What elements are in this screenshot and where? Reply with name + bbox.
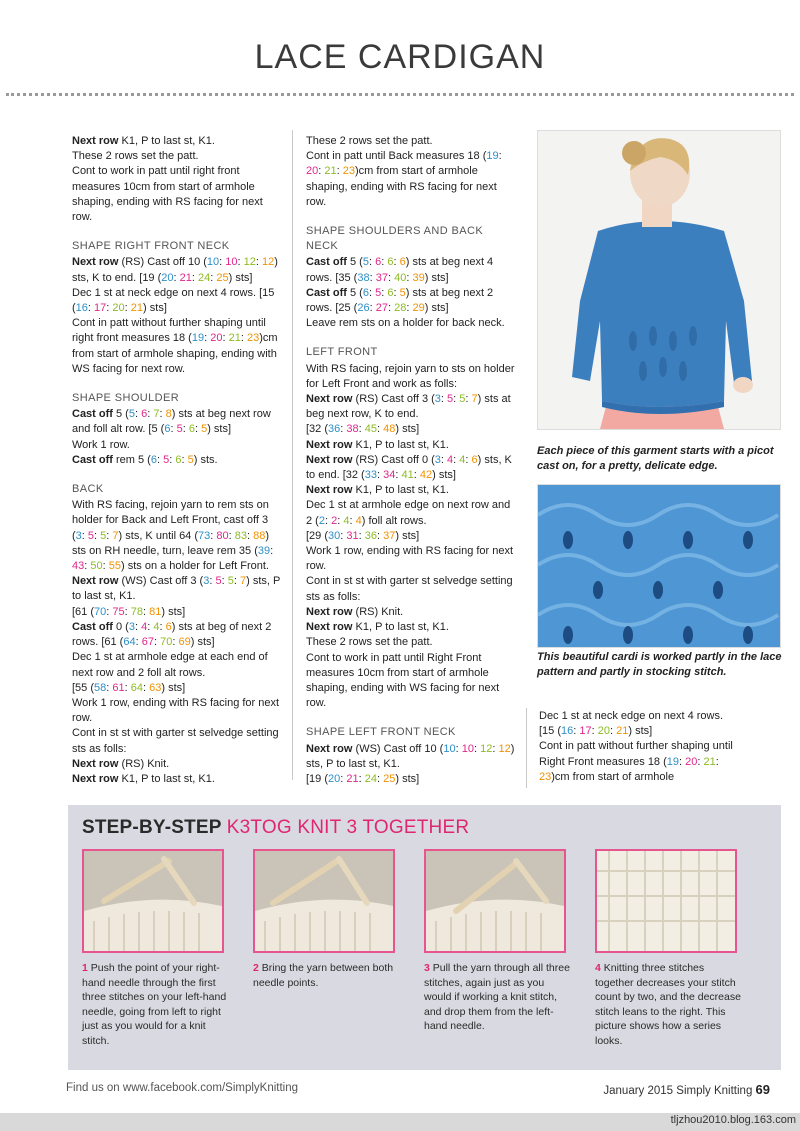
paragraph-intro [72,134,282,225]
row-label: Next row [72,135,119,147]
pattern-column-2 [306,134,516,801]
step-4-text: 4 Knitting three stitches together decreases your stitch count by two, and the decrease stitch leans to the right. This picture shows how a series looks. [595,962,741,1047]
section-heading-shape-shoulders-back-neck: SHAPE SHOULDERS AND BACK NECK [306,225,484,253]
page-number: 69 [755,1082,770,1097]
paragraph-left-front-neck-cont: Dec 1 st at neck edge on next 4 rows. [15 (16: 17: 20: 21) sts] Cont in patt without further shaping until Right Front measures 18 (19: 20: 21: 23)cm from start of armhole [539,710,733,783]
step-by-step-heading [82,817,469,839]
cardigan-model-photo [537,130,781,430]
section-heading-left-front: LEFT FRONT [306,346,378,359]
watermark: tljzhou2010.blog.163.com [670,1114,796,1126]
step-2-photo [253,849,395,953]
step-4-photo [595,849,737,953]
section-heading-shape-left-front-neck: SHAPE LEFT FRONT NECK [306,726,456,739]
section-heading-back: BACK [72,483,104,496]
column-divider [292,130,293,780]
title-divider [6,93,794,96]
step-3-text: 3 Pull the yarn through all three stitches, again just as you would if working a knit stitch, and drop them from the left-hand needle. [424,962,570,1033]
caption-lace-photo: This beautiful cardi is worked partly in the lace pattern and partly in stocking stitch. [537,651,782,678]
paragraph-back-cont: These 2 rows set the patt. Cont in patt until Back measures 18 (19: 20: 21: 23)cm from start of armhole shaping, ending with RS facing for next row. [306,135,502,208]
row-text: These 2 rows set the patt. [72,150,199,163]
step-by-step-subtitle: K3TOG KNIT 3 TOGETHER [226,817,470,838]
column-divider [526,708,527,788]
step-by-step-title: STEP-BY-STEP [82,817,222,838]
needles-illustration [84,851,222,951]
section-heading-shape-right-front-neck: SHAPE RIGHT FRONT NECK [72,240,230,253]
caption-model-photo: Each piece of this garment starts with a picot cast on, for a pretty, delicate edge. [537,445,774,472]
needles-illustration [255,851,393,951]
pattern-column-1 [72,134,282,801]
paragraph-shape-shoulder: Cast off 5 (5: 6: 7: 8) sts at beg next row and foll alt row. [5 (6: 5: 6: 5) sts] Work 1 row. Cast off rem 5 (6: 5: 6: 5) sts. [72,408,271,466]
page-title: LACE CARDIGAN [254,38,546,76]
section-heading-shape-shoulder: SHAPE SHOULDER [72,392,180,405]
paragraph-back: With RS facing, rejoin yarn to rem sts on holder for Back and Left Front, cast off 3 (3: 5: 5: 7) sts, K until 64 (73: 80: 83: 88) sts on RH needle, turn, leave rem 35 (39: 43: 50: 55) sts on a holder for Left Front. Next row (WS) Cast off 3 (3: 5: 5: 7) sts, P to last st, K1. [61 (70: 75: 78: 81) sts] Cast off 0 (3: 4: 4: 6) sts at beg of next 2 rows. [61 (64: 67: 70: 69) sts] Dec 1 st at armhole edge at each end of next row and 2 foll alt rows. [55 (58: 61: 64: 63) sts] Work 1 row, ending with RS facing for next row. Cont in st st with garter st selvedge setting sts as folls: Next row (RS) Knit. Next row K1, P to last st, K1. [72,499,281,785]
step-2-text: 2 Bring the yarn between both needle points. [253,962,394,989]
row-text: K1, P to last st, K1. [118,135,215,147]
footer-issue-text: January 2015 Simply Knitting [603,1085,756,1097]
footer-issue [603,1082,770,1097]
row-text: Cont to work in patt until right front measures 10cm from start of armhole shaping, ending with RS facing for next row. [72,165,263,224]
paragraph-left-front: With RS facing, rejoin yarn to sts on holder for Left Front and work as folls: Next row (RS) Cast off 3 (3: 5: 5: 7) sts at beg next row, K to end. [32 (36: 38: 45: 48) sts] Next row K1, P to last st, K1. Next row (RS) Cast off 0 (3: 4: 4: 6) sts, K to end. [32 (33: 34: 41: 42) sts] Next row K1, P to last st, K1. Dec 1 st at armhole edge on next row and 2 (2: 2: 4: 4) foll alt rows. [29 (30: 31: 36: 37) sts] Work 1 row, ending with RS facing for next row. Cont in st st with garter st selvedge setting sts as folls: Next row (RS) Knit. Next row K1, P to last st, K1. These 2 rows set the patt. Cont to work in patt until Right Front measures 10cm from start of armhole shaping, ending with WS facing for next row. [306,362,515,710]
step-3-photo [424,849,566,953]
footer-facebook-link[interactable]: Find us on www.facebook.com/SimplyKnitting [66,1082,299,1094]
paragraph-shape-left-front-neck: Next row (WS) Cast off 10 (10: 10: 12: 12) sts, P to last st, K1. [19 (20: 21: 24: 25) sts] [306,742,515,785]
lace-closeup-photo [537,484,781,648]
model-illustration [538,131,780,429]
paragraph-shape-right-front-neck: Next row (RS) Cast off 10 (10: 10: 12: 12) sts, K to end. [19 (20: 21: 24: 25) sts] Dec 1 st at neck edge on next 4 rows. [15 (16: 17: 20: 21) sts] Cont in patt without further shaping until right front measures 18 (19: 20: 21: 23)cm from start of armhole shaping, ending with WS facing for next row. [72,256,278,375]
row-label: Next row [72,256,119,269]
needles-illustration [426,851,564,951]
step-1-photo [82,849,224,953]
lace-texture [538,485,780,647]
pattern-column-3 [539,709,749,799]
paragraph-shape-shoulders-back-neck: Cast off 5 (5: 6: 6: 6) sts at beg next 4 rows. [35 (38: 37: 40: 39) sts] Cast off 5 (6: 5: 6: 5) sts at beg next 2 rows. [25 (26: 27: 28: 29) sts] Leave rem sts on a holder for back neck. [306,256,505,330]
step-1-text: 1 Push the point of your right-hand needle through the first three stitches on your left-hand needle, going from left to right just as you would for a knit stitch. [82,962,227,1047]
knit-texture [597,851,735,951]
step-by-step-panel [68,805,781,1070]
